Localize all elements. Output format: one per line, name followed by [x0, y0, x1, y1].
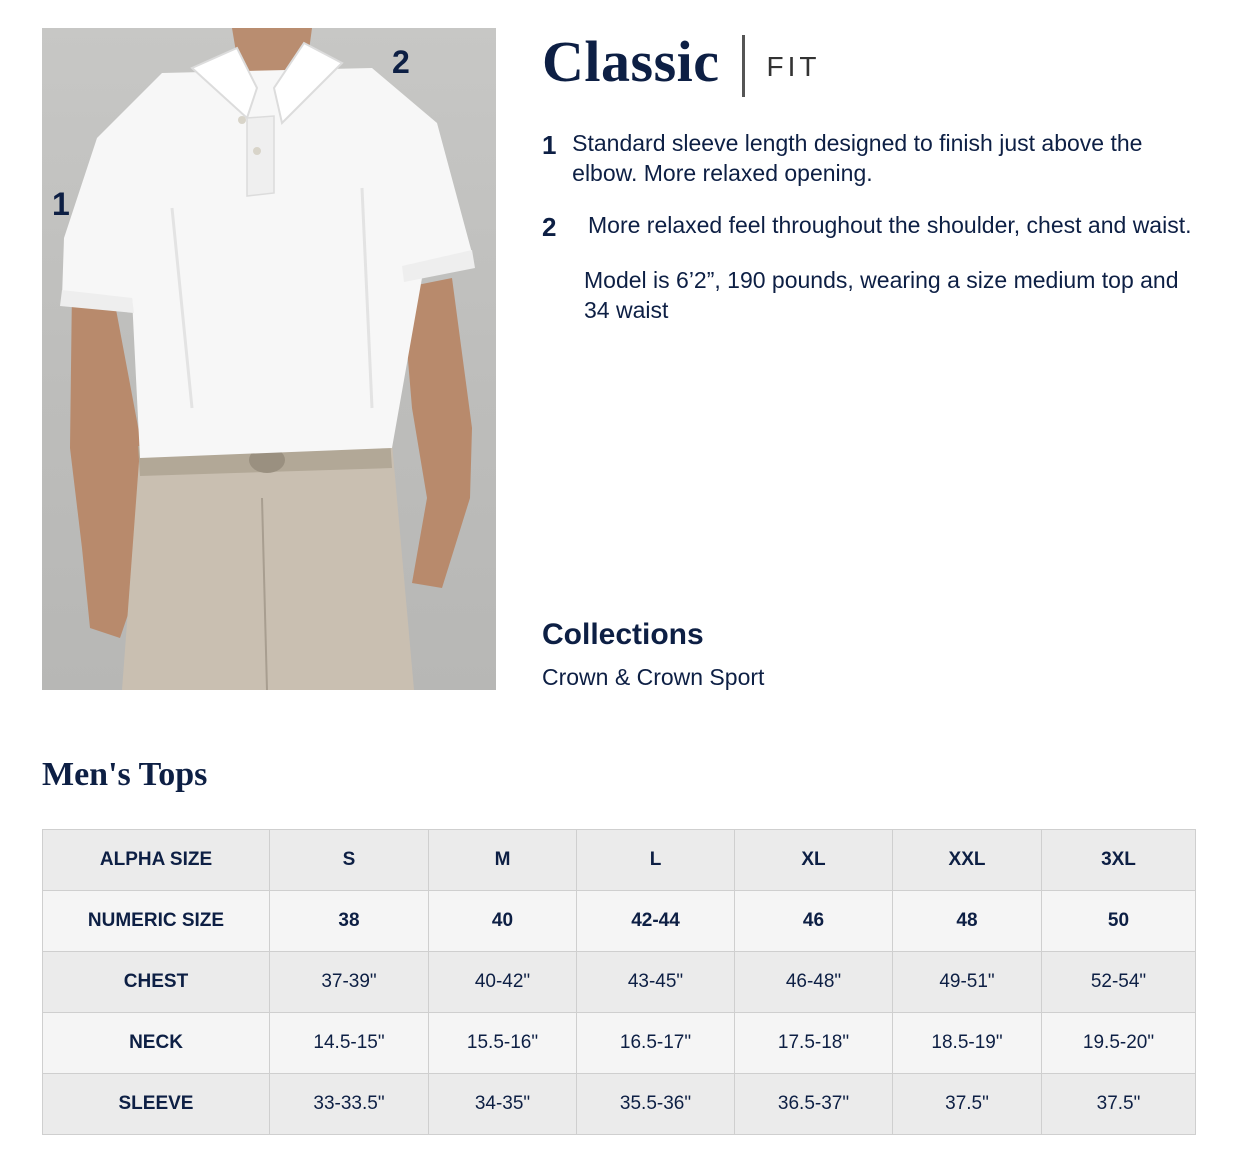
fit-point-number: 1 [542, 130, 557, 160]
fit-heading [542, 26, 821, 98]
fit-point-text: Standard sleeve length designed to finish just above the elbow. More relaxed opening. [572, 130, 1143, 186]
table-cell: 15.5-16" [429, 1013, 577, 1074]
table-cell: 48 [893, 891, 1042, 952]
table-cell: 42-44 [577, 891, 735, 952]
table-cell: 38 [270, 891, 429, 952]
collections-block [542, 618, 764, 691]
title-divider [742, 35, 745, 97]
fit-point-text: More relaxed feel throughout the shoulder, chest and waist. [588, 212, 1192, 238]
table-row [43, 1074, 1196, 1135]
fit-points [542, 128, 1202, 325]
size-chart-title: Men's Tops [42, 756, 208, 793]
row-header: SLEEVE [43, 1074, 270, 1135]
table-cell: XXL [893, 830, 1042, 891]
table-cell: 34-35" [429, 1074, 577, 1135]
table-cell: L [577, 830, 735, 891]
table-cell: 40 [429, 891, 577, 952]
row-header: NECK [43, 1013, 270, 1074]
model-illustration [42, 28, 496, 690]
table-cell: 3XL [1042, 830, 1196, 891]
table-row [43, 1013, 1196, 1074]
table-cell: 19.5-20" [1042, 1013, 1196, 1074]
table-cell: 49-51" [893, 952, 1042, 1013]
fit-subtitle: FIT [766, 51, 821, 82]
table-row [43, 952, 1196, 1013]
fit-point-1 [542, 128, 1202, 188]
table-row [43, 830, 1196, 891]
product-photo [42, 28, 496, 690]
fit-point-2 [542, 210, 1202, 243]
collections-heading: Collections [542, 618, 704, 651]
table-cell: 14.5-15" [270, 1013, 429, 1074]
table-cell: 37.5" [893, 1074, 1042, 1135]
row-header: NUMERIC SIZE [43, 891, 270, 952]
table-cell: 46 [735, 891, 893, 952]
size-chart-table [42, 829, 1196, 1135]
table-cell: 37-39" [270, 952, 429, 1013]
table-cell: 40-42" [429, 952, 577, 1013]
table-cell: 36.5-37" [735, 1074, 893, 1135]
collections-value: Crown & Crown Sport [542, 664, 765, 690]
table-cell: 43-45" [577, 952, 735, 1013]
table-cell: 52-54" [1042, 952, 1196, 1013]
fit-marker-2: 2 [392, 44, 410, 80]
table-cell: 50 [1042, 891, 1196, 952]
table-cell: M [429, 830, 577, 891]
fit-point-number: 2 [542, 212, 557, 242]
table-cell: 18.5-19" [893, 1013, 1042, 1074]
table-cell: 37.5" [1042, 1074, 1196, 1135]
row-header: ALPHA SIZE [43, 830, 270, 891]
table-cell: 17.5-18" [735, 1013, 893, 1074]
table-cell: 35.5-36" [577, 1074, 735, 1135]
table-row [43, 891, 1196, 952]
row-header: CHEST [43, 952, 270, 1013]
model-note: Model is 6’2”, 190 pounds, wearing a size medium top and 34 waist [584, 267, 1179, 323]
fit-marker-1: 1 [52, 186, 70, 222]
table-cell: S [270, 830, 429, 891]
table-cell: 46-48" [735, 952, 893, 1013]
table-cell: XL [735, 830, 893, 891]
table-cell: 16.5-17" [577, 1013, 735, 1074]
fit-title: Classic [542, 29, 720, 94]
table-cell: 33-33.5" [270, 1074, 429, 1135]
